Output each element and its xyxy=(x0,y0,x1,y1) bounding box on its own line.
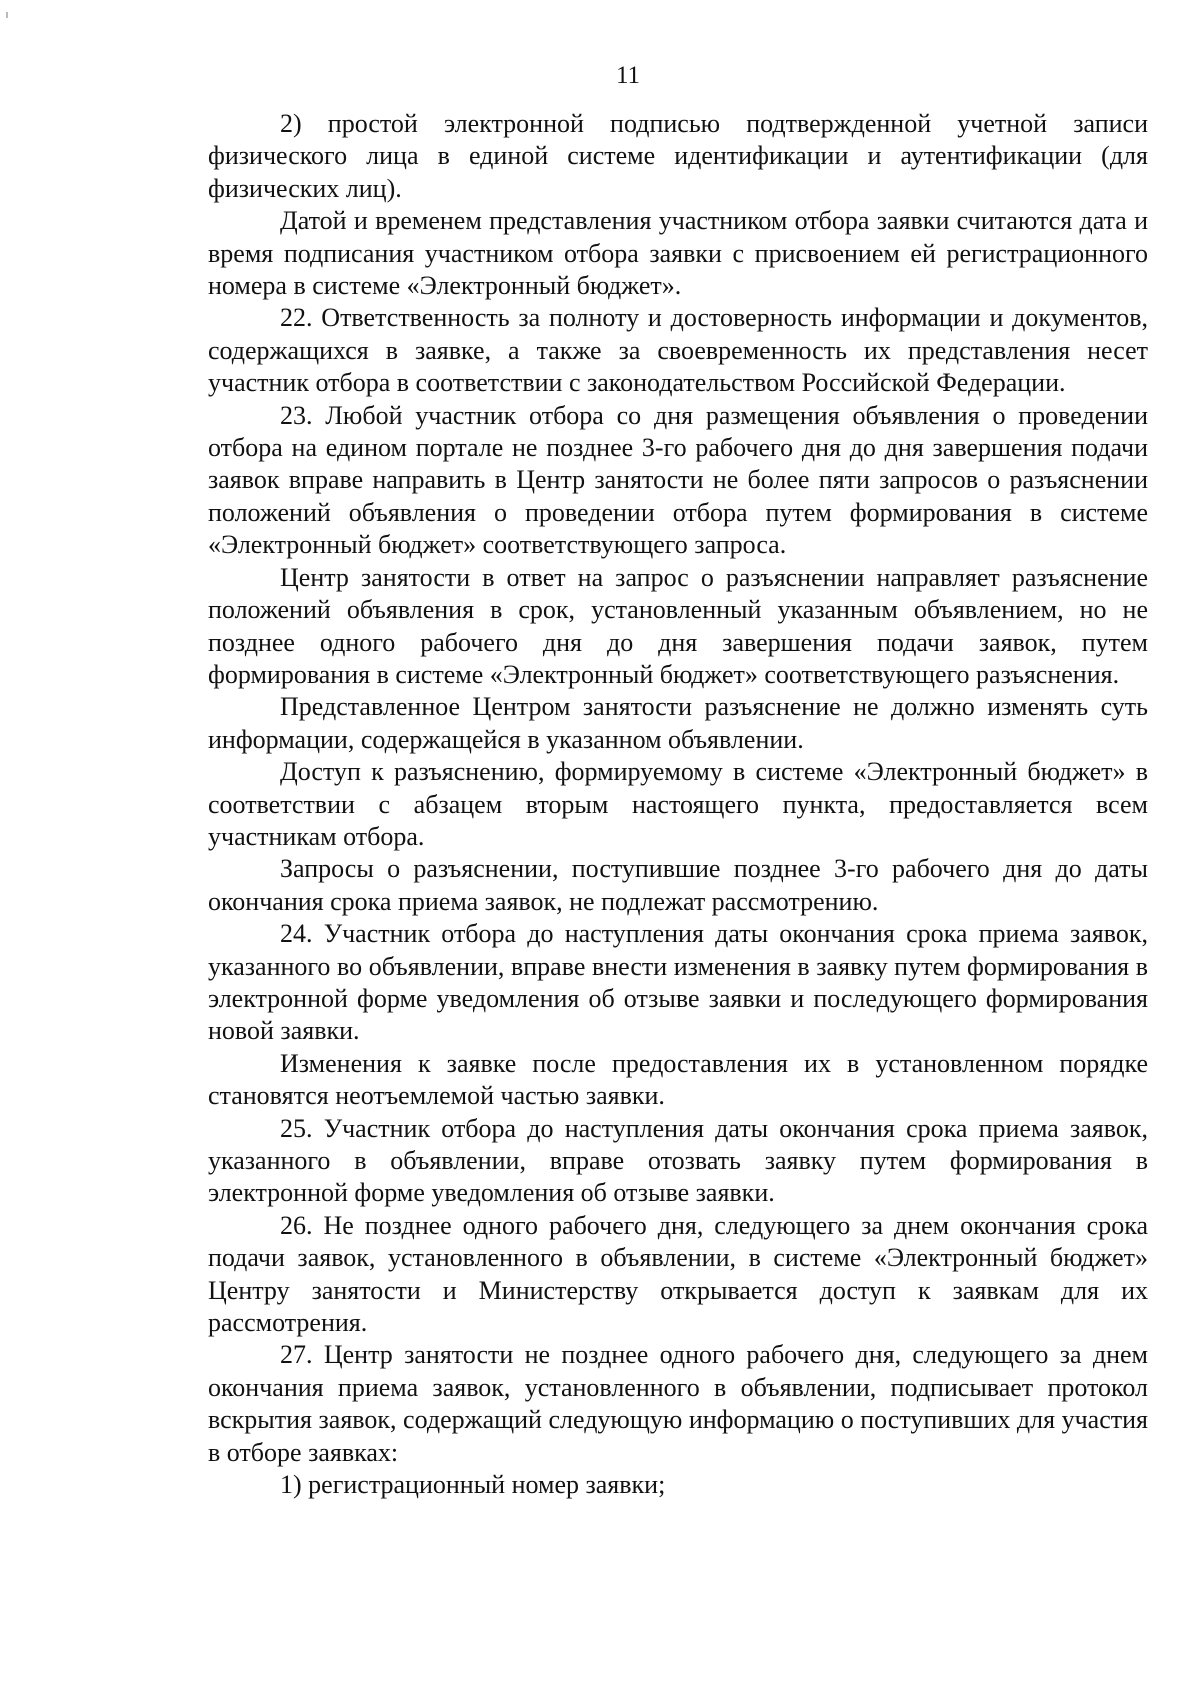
paragraph-clause-22: 22. Ответственность за полноту и достоверность информации и документов, содержащихся в заявке, а также за своевременность их представления несет участник отбора в соответствии с законодательством Российской Федерации. xyxy=(208,303,1148,398)
paragraph-clause-25: 25. Участник отбора до наступления даты окончания срока приема заявок, указанного в объявлении, вправе отозвать заявку путем формирования в электронной форме уведомления об отзыве заявки. xyxy=(208,1113,1148,1208)
paragraph-clause-24: 24. Участник отбора до наступления даты окончания срока приема заявок, указанного во объявлении, вправе внести изменения в заявку путем формирования в электронной форме уведомления об отзыве заявки и последующего формирования новой заявки. xyxy=(208,919,1148,1046)
paragraph-clause-27: 27. Центр занятости не позднее одного рабочего дня, следующего за днем окончания приема заявок, установленного в объявлении, подписывает протокол вскрытия заявок, содержащий следующую информацию о поступивших для участия в отборе заявках: xyxy=(208,1340,1148,1467)
paragraph-clarification-content: Представленное Центром занятости разъяснение не должно изменять суть информации, содержащейся в указанном объявлении. xyxy=(208,692,1148,754)
paragraph-late-requests: Запросы о разъяснении, поступившие позднее 3-го рабочего дня до даты окончания срока приема заявок, не подлежат рассмотрению. xyxy=(208,854,1148,916)
paragraph-registration-number: 1) регистрационный номер заявки; xyxy=(280,1470,666,1500)
document-body xyxy=(208,108,1148,1501)
paragraph-clarification-response: Центр занятости в ответ на запрос о разъяснении направляет разъяснение положений объявления в срок, установленный указанным объявлением, но не позднее одного рабочего дня до дня завершения подачи заявок, путем формирования в системе «Электронный бюджет» соответствующего разъяснения. xyxy=(208,562,1148,689)
paragraph-changes: Изменения к заявке после предоставления их в установленном порядке становятся неотъемлемой частью заявки. xyxy=(208,1048,1148,1111)
scan-artifact xyxy=(6,12,8,18)
paragraph-item-2-signature: 2) простой электронной подписью подтвержденной учетной записи физического лица в единой системе идентификации и аутентификации (для физических лиц). xyxy=(208,109,1148,203)
paragraph-submission-date: Датой и временем представления участником отбора заявки считаются дата и время подписания участником отбора заявки с присвоением ей регистрационного номера в системе «Электронный бюджет». xyxy=(208,206,1148,301)
paragraph-clause-23: 23. Любой участник отбора со дня размещения объявления о проведении отбора на едином портале не позднее 3-го рабочего дня до дня завершения подачи заявок вправе направить в Центр занятости не более пяти запросов о разъяснении положений объявления о проведении отбора путем формирования в системе «Электронный бюджет» соответствующего запроса. xyxy=(208,400,1148,560)
paragraph-clarification-access: Доступ к разъяснению, формируемому в системе «Электронный бюджет» в соответствии с абзацем вторым настоящего пункта, предоставляется всем участникам отбора. xyxy=(208,757,1148,851)
page-number: 11 xyxy=(615,62,641,89)
paragraph-clause-26: 26. Не позднее одного рабочего дня, следующего за днем окончания срока подачи заявок, установленного в объявлении, в системе «Электронный бюджет» Центру занятости и Министерству открывается доступ к заявкам для их рассмотрения. xyxy=(208,1210,1148,1338)
